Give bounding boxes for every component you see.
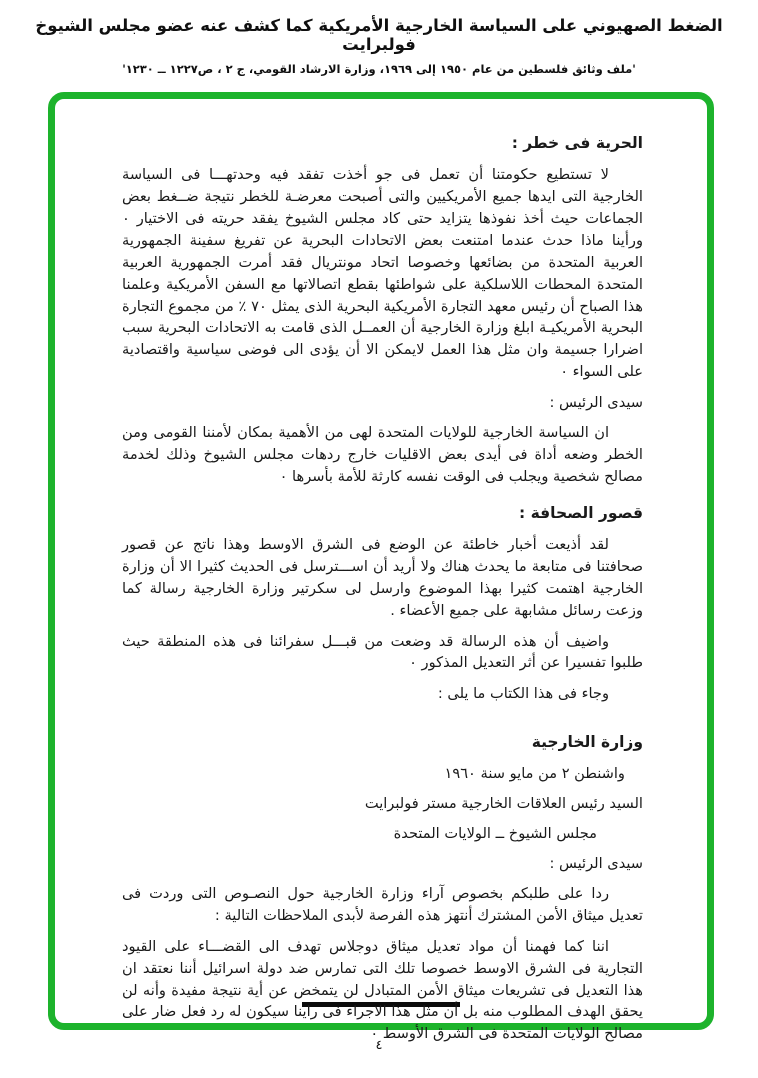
section-paragraph: واضيف أن هذه الرسالة قد وضعت من قبـــل سفرائنا فى هذه المنطقة حيث طلبوا تفسيرا عن أثر التعديل المذكور ٠ [122, 632, 643, 672]
section-paragraph: ان السياسة الخارجية للولايات المتحدة لهى من الأهمية بمكان لأمننا القومى ومن الخطر وضعه أداة فى أيدى بعض الاقليات خارج ردهات مجلس الشيوخ وذلك لخدمة مصالح شخصية ويجلب فى الوقت نفسه كارثة للأمة بأسرها ٠ [122, 424, 643, 485]
section-line: سيدى الرئيس : [549, 855, 643, 873]
section-heading: قصور الصحافة : [519, 503, 643, 522]
document-body [122, 118, 643, 1054]
section-heading: الحرية فى خطر : [511, 134, 643, 152]
section-paragraph: اننا كما فهمنا أن مواد تعديل ميثاق دوجلاس تهدف الى القضـــاء على القيود التجارية فى الشرق الاوسط خصوصا تلك التى تمارس ضد دولة اسرائيل أننا نعتقد ان هذا التعديل فى تشريعات ميثاق الأمن المتبادل لن يتمخض عن أية نتيجة مفيدة وأنه لن يحقق الهدف المطلوب منه بل أن مثل هذا الاجراء فى راينا سيكون له رد فعل ضار على مصالح الولايات المتحدة فى الشرق الأوسط ٠ [122, 937, 643, 1043]
page-header [0, 16, 758, 76]
page-number: ٤ [375, 1038, 383, 1053]
section-paragraph: وجاء فى هذا الكتاب ما يلى : [437, 685, 609, 703]
section-paragraph: لقد أذيعت أخبار خاطئة عن الوضع فى الشرق الاوسط وهذا ناتج عن قصور صحافتنا فى متابعة ما يحدث هناك ولا أريد أن اســـترسل فى الحديث كثيرا الا أن وزارة الخارجية اهتمت كثيرا بهذا الموضوع وارسل لى سكرتير وزارة الخارجية رسالة كما وزعت رسائل مشابهة على جميع الأعضاء . [122, 535, 643, 619]
section-heading: وزارة الخارجية [531, 733, 643, 752]
section-line: السيد رئيس العلاقات الخارجية مستر فولبرايت [364, 795, 643, 813]
section-paragraph: لا تستطيع حكومتنا أن تعمل فى جو أخذت تفقد فيه وحدتهـــا فى السياسة الخارجية التى ايدها جميع الأمريكيين والتى أصبحت معرضـة للخطر نتيجة ضــغط بعض الجماعات حيث أخذ نفوذها يتزايد حتى كاد مجلس الشيوخ يفقد حريته فى الاختيار ٠ ورأينا ماذا حدث عندما امتنعت بعض الاتحادات البحرية عن تفريغ سفينة الجمهورية العربية المتحدة من بضائعها وخصوصا اتحاد مونتريال فقد أمرت الجمهورية العربية المتحدة المحطات اللاسلكية على شواطئها بقطع اتصالاتها مع السفن الأمريكية وعلمنا هذا الصباح أن رئيس معهد التجارة الأمريكية البحرية الذى يمثل ٧٠ ٪ من مجموع التجارة البحرية الأمريكيـة ابلغ وزارة الخارجية أن العمــل الذى قامت به الاتحادات البحرية سبب اضرارا جسيمة وان مثل هذا العمل لايمكن الا أن يؤدى الى فوضى سياسية واقتصادية على السواء ٠ [122, 166, 643, 381]
section-paragraph: ردا على طلبكم بخصوص آراء وزارة الخارجية حول النصـوص التى وردت فى تعديل ميثاق الأمن المشترك أنتهز هذه الفرصة لأبدى الملاحظات التالية : [122, 885, 643, 924]
section-line: واشنطن ٢ من مايو سنة ١٩٦٠ [444, 765, 625, 783]
document-subtitle: 'ملف وثائق فلسطين من عام ١٩٥٠ إلى ١٩٦٩، وزارة الارشاد القومي، ج ٢ ، ص١٢٢٧ ــ ١٢٣٠' [122, 62, 636, 76]
section-line: مجلس الشيوخ ــ الولايات المتحدة [393, 825, 597, 843]
document-title: الضغط الصهيوني على السياسة الخارجية الأمريكية كما كشف عنه عضو مجلس الشيوخ فولبرايت [35, 16, 723, 54]
section-line: سيدى الرئيس : [549, 394, 643, 412]
